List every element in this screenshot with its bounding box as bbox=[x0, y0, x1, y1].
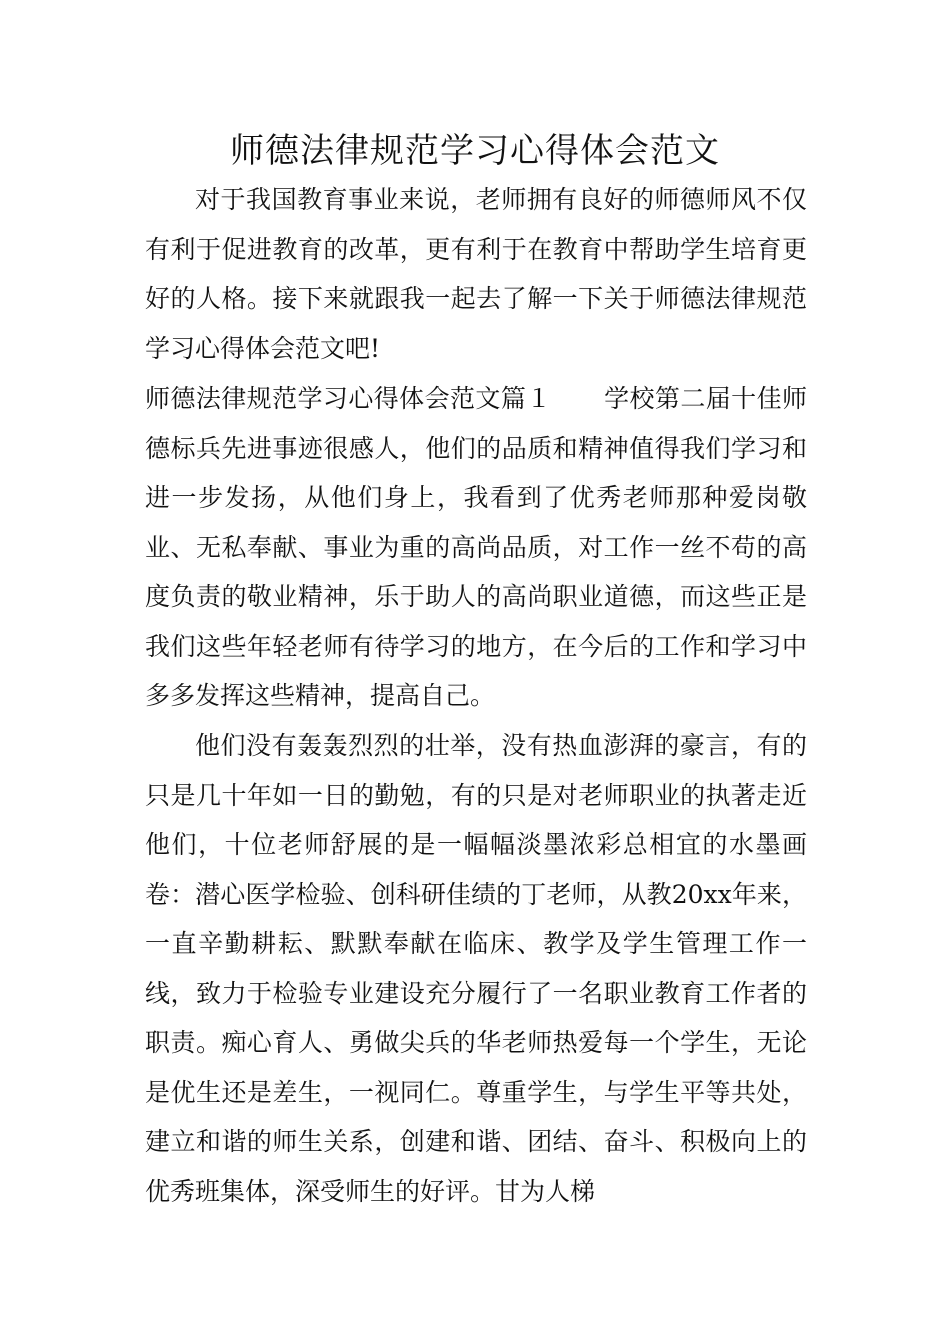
intro-paragraph: 对于我国教育事业来说，老师拥有良好的师德师风不仅有利于促进教育的改革，更有利于在教育中帮助学生培育更好的人格。接下来就跟我一起去了解一下关于师德法律规范学习心得体会范文吧! bbox=[145, 185, 807, 363]
section-1-heading: 师德法律规范学习心得体会范文篇１ bbox=[145, 384, 552, 413]
section-2-paragraph: 他们没有轰轰烈烈的壮举，没有热血澎湃的豪言，有的只是几十年如一日的勤勉，有的只是对老师职业的执著走近他们，十位老师舒展的是一幅幅淡墨浓彩总相宜的水墨画卷：潜心医学检验、创科研佳绩的丁老师，从教20xx年来，一直辛勤耕耘、默默奉献在临床、教学及学生管理工作一线，致力于检验专业建设充分履行了一名职业教育工作者的职责。痴心育人、勇做尖兵的华老师热爱每一个学生，无论是优生还是差生，一视同仁。尊重学生，与学生平等共处，建立和谐的师生关系，创建和谐、团结、奋斗、积极向上的优秀班集体，深受师生的好评。甘为人梯 bbox=[145, 731, 807, 1206]
document-title: 师德法律规范学习心得体会范文 bbox=[230, 131, 720, 171]
section-1-paragraph bbox=[145, 374, 807, 721]
section-1-text: 学校第二届十佳师德标兵先进事迹很感人，他们的品质和精神值得我们学习和进一步发扬，从他们身上，我看到了优秀老师那种爱岗敬业、无私奉献、事业为重的高尚品质，对工作一丝不苟的高度负责的敬业精神，乐于助人的高尚职业道德，而这些正是我们这些年轻老师有待学习的地方，在今后的工作和学习中多多发挥这些精神，提高自己。 bbox=[145, 384, 807, 710]
